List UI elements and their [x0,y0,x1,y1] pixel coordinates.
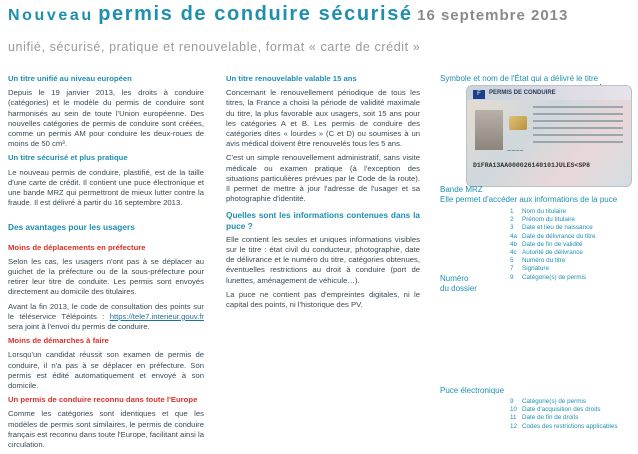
legend-top-list [510,208,596,282]
subheading-fewer-steps: Moins de démarches à faire [8,336,109,346]
legend-item: 7 Signature [510,265,549,273]
text-fewer-trips: Selon les cas, les usagers n'ont pas à se déplacer au guichet de la préfecture ou de la sous-préfecture pour retirer leur titre de conduite. Les permis sont envoyés directement au domicile des titulaires. [8,256,204,297]
legend-item: 4b Date de fin de validité [510,240,583,248]
section-text-renewal-admin: C'est un simple renouvellement administratif, sans visite médicale ou examen pratique (à l'exception des situations particulières prévues par le Code de la route). Il permet de mettre à jour l'adresse de l'usager et sa photographie d'identité. [226,153,420,204]
legend-item: 1 Nom du titulaire [510,208,567,215]
section-heading-advantages: Des avantages pour les usagers [8,222,135,233]
numero-label: Numéro du dossier [440,274,477,293]
license-card-image [466,85,632,187]
legend-item: 2 Prénom du titulaire [510,216,575,224]
page-subtitle: unifié, sécurisé, pratique et renouvelable, format « carte de crédit » [8,40,421,54]
legend-item: 5 Numéro du titre [510,257,566,265]
legend-item: 11 Date de fin de droits [510,414,579,422]
left-column [8,74,204,454]
legend-item: 3 Date et lieu de naissance [510,224,593,232]
legend-item: 9 Catégorie(s) de permis [510,398,587,405]
section-heading-renewable: Un titre renouvelable valable 15 ans [226,74,357,83]
eu-flag-icon: F [473,90,485,99]
section-heading-secure: Un titre sécurisé et plus pratique [8,153,128,163]
text-europe: Comme les catégories sont identiques et que les modèles de permis sont similaires, le permis de conduire français est reconnu dans toute l'Europe, facilitant ainsi la circulation. [8,409,204,450]
legend-item: 9 Catégorie(s) de permis [510,273,587,281]
section-heading-chip: Quelles sont les informations contenues dans la puce ? [226,210,420,231]
telepoints-link[interactable]: https://tele7.interieur.gouv.fr [109,311,204,321]
legend-item: 12 Codes des restrictions applicables [510,422,618,430]
section-heading-unified: Un titre unifié au niveau européen [8,74,132,83]
text-fewer-steps: Lorsqu'un candidat réussit son examen de permis de conduire, il n'a pas à se déplacer en préfecture. Son permis est édité automatiquement et envoyé à son domicile. [8,350,204,391]
title-main: permis de conduire sécurisé [98,3,413,25]
subheading-fewer-trips: Moins de déplacements en préfecture [8,242,146,252]
section-text-renewable: Concernant le renouvellement périodique de tous les titres, la France a choisi la période de validité maximale du titre, la plus favorable aux usagers, soit 15 ans pour les catégories A et B. Les permis de conduire des catégories dites « lourdes » (C et D) ou soumises à un avis médical doivent être renouvelés tous les 5 ans. [226,88,420,149]
card-mrz: D1FRA13AA000026140101JULES<SP8 [473,162,591,169]
card-text-lines [533,106,623,148]
subheading-europe: Un permis de conduire reconnu dans toute l'Europe [8,395,198,405]
section-text-unified: Depuis le 19 janvier 2013, les droits à conduire (catégories) et le modèle du permis de conduire sont harmonisés au sein de toute l'Union européenne. Des nouvelles catégories de permis de conduire sont créées, comme un permis AM pour conduire les deux-roues de moins de 50 cm³. [8,88,204,149]
section-text-chip: Elle contient les seules et uniques informations visibles sur le titre : état civil du conducteur, photographie, date de délivrance et le numéro du titre, catégories obtenues, éventuelles restrictions au droit à conduire (port de lunettes, aménagement de véhicule…). [226,234,420,285]
card-signature: ~~~~ [507,148,524,155]
section-text-secure: Le nouveau permis de conduire, plastifié, est de la taille d'une carte de crédit. Il contient une puce électronique et une bande MRZ qui permettront de mieux lutter contre la fraude. Il est délivré à partir du 16 septembre 2013. [8,167,204,208]
text-telepoints: Avant la fin 2013, le code de consultation des points sur le téléservice Télépoints : https://tele7.interieur.gouv.fr sera joint à l'envoi du permis de conduire. [8,301,204,332]
title-nouveau: Nouveau [8,7,94,24]
symbol-label: Symbole et nom de l'État qui a délivré le titre [440,74,599,83]
legend-item: 10 Date d'acquisition des droits [510,406,601,414]
section-text-chip-2: La puce ne contient pas d'empreintes digitales, ni le capital des points, ni l'historique des PV. [226,289,420,310]
chip-icon [509,116,527,130]
legend-item: 4c Autorité de délivrance [510,249,583,257]
card-title: PERMIS DE CONDUIRE [489,90,556,96]
page-title [8,3,568,26]
title-date: 16 septembre 2013 [417,7,569,24]
legend-bottom-list [510,398,618,431]
mrz-label: Bande MRZ Elle permet d'accéder aux informations de la puce [440,185,618,204]
legend-item: 4a Date de délivrance du titre [510,232,596,240]
card-photo [475,110,503,150]
middle-column [226,74,420,314]
puce-label: Puce électronique [440,386,505,395]
